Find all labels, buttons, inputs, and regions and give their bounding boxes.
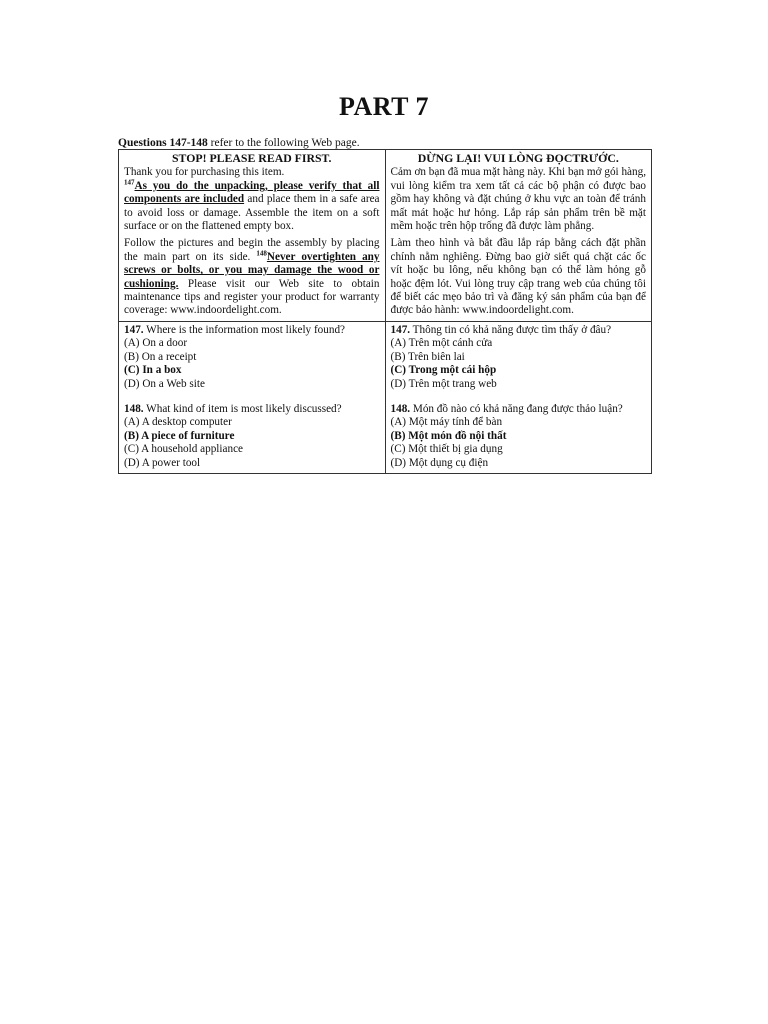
question-range: Questions 147-148	[118, 137, 208, 149]
page-title: PART 7	[339, 92, 429, 121]
question-number: 148.	[390, 402, 411, 415]
question-148	[124, 403, 380, 470]
reference-148: 148	[256, 249, 267, 258]
answer-option-correct: (B) Một món đồ nội thất	[390, 429, 507, 442]
passage-row	[119, 150, 652, 322]
question-text: Thông tin có khả năng được tìm thấy ở đâu?	[410, 323, 612, 336]
passage-paragraph-2	[124, 237, 380, 317]
reference-147: 147	[124, 178, 135, 187]
answer-option-correct: (B) A piece of furniture	[124, 429, 235, 442]
passage-text: Thank you for purchasing this item.	[124, 166, 285, 179]
question-stem	[124, 403, 380, 416]
passage-heading-vietnamese: DỪNG LẠI! VUI LÒNG ĐỌCTRƯỚC.	[417, 151, 619, 165]
question-text: What kind of item is most likely discussed?	[143, 402, 342, 415]
passage-text: Follow the pictures and begin the assembly by placing the main part on its side.	[124, 237, 380, 263]
answer-option: (B) On a receipt	[124, 350, 197, 363]
question-147-vi	[391, 324, 647, 391]
passage-vietnamese	[385, 150, 652, 322]
question-number: 147.	[390, 323, 411, 336]
question-stem	[391, 324, 647, 337]
answer-option: (B) Trên biên lai	[390, 350, 465, 363]
intro-text: refer to the following Web page.	[207, 137, 360, 149]
question-text: Where is the information most likely found?	[143, 323, 346, 336]
questions-vietnamese	[385, 321, 652, 473]
answer-option: (D) On a Web site	[124, 377, 205, 390]
question-number: 147.	[124, 323, 144, 336]
answer-option: (D) A power tool	[124, 456, 201, 469]
questions-english	[119, 321, 386, 473]
key-sentence-148: Never overtighten any screws or bolts, or you may damage the wood or cushioning.	[124, 250, 380, 290]
questions-intro	[118, 136, 360, 150]
answer-option: (A) On a door	[124, 337, 188, 350]
question-text: Món đồ nào có khả năng đang được thảo luận?	[410, 402, 623, 415]
answer-option: (A) Trên một cánh cửa	[390, 337, 493, 350]
answer-option: (C) A household appliance	[124, 443, 243, 456]
passage-text: and place them in a safe area to avoid loss or damage. Assemble the item on a soft surface or on the flattened empty box.	[124, 193, 380, 233]
passage-text: Please visit our Web site to obtain maintenance tips and register your product for warranty coverage: www.indoordelight.com.	[124, 277, 380, 317]
answer-option: (C) Một thiết bị gia dụng	[390, 443, 503, 456]
answer-option: (A) Một máy tính để bàn	[390, 416, 503, 429]
answer-option-correct: (C) Trong một cái hộp	[390, 364, 497, 377]
answer-option: (A) A desktop computer	[124, 416, 232, 429]
question-148-vi	[391, 403, 647, 470]
bilingual-question-table	[118, 149, 652, 474]
passage-paragraph-vi-1: Cảm ơn bạn đã mua mặt hàng này. Khi bạn mở gói hàng, vui lòng kiểm tra xem tất cả các bộ phận có được bao gồm hay không và đặt chúng ở khu vực an toàn để tránh mất mát hoặc hư hỏng. Lắp ráp sản phẩm trên bề mặt mềm hoặc trên hộp trống đã được làm phẳng.	[390, 166, 646, 233]
questions-row	[119, 321, 652, 473]
passage-english	[119, 150, 386, 322]
question-stem	[124, 324, 380, 337]
passage-paragraph-1	[124, 166, 380, 233]
passage-heading-english: STOP! PLEASE READ FIRST.	[171, 151, 332, 165]
answer-option-correct: (C) In a box	[124, 364, 182, 377]
answer-option: (D) Một dụng cụ điện	[390, 456, 489, 469]
question-stem	[391, 403, 647, 416]
key-sentence-147: As you do the unpacking, please verify that all components are included	[124, 179, 380, 206]
question-147	[124, 324, 380, 391]
question-number: 148.	[124, 402, 144, 415]
answer-option: (D) Trên một trang web	[390, 377, 497, 390]
passage-paragraph-vi-2: Làm theo hình và bắt đầu lắp ráp bằng cách đặt phần chính nằm nghiêng. Đừng bao giờ siết quá chặt các ốc vít hoặc bu lông, nếu không bạn có thể làm hỏng gỗ hoặc đệm lót. Vui lòng truy cập trang web của chúng tôi để biết các mẹo bảo trì và đăng ký sản phẩm của bạn để được bảo hành: www.indoordelight.com.	[390, 237, 646, 317]
